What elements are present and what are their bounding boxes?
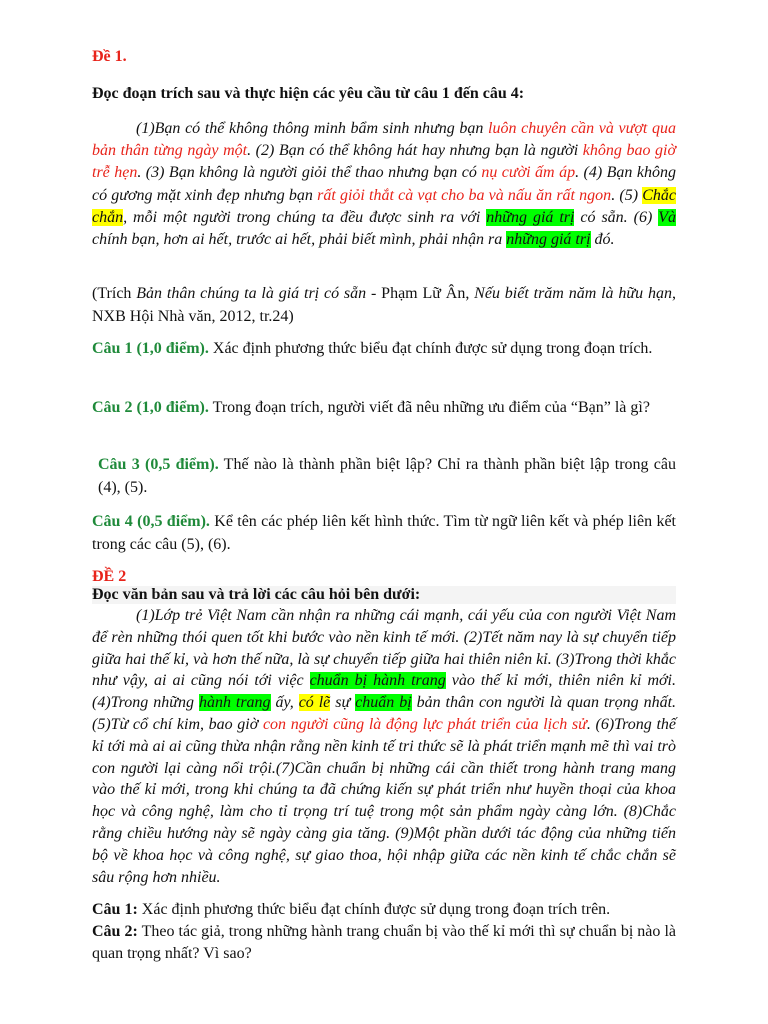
de1-question-1	[92, 337, 676, 360]
highlight-yellow: Chắc chắn	[92, 186, 677, 226]
passage-text: (1)Bạn có thể không thông minh bẩm sinh nhưng bạn	[136, 120, 489, 137]
highlight-green: những giá trị	[506, 231, 591, 249]
passage-red-text: con người cũng là động lực phát triển của lịch sử	[262, 715, 587, 733]
passage-text: . (2) Bạn có thể không hát hay nhưng bạn là người	[247, 142, 583, 160]
question-text: Kể tên các phép liên kết hình thức. Tìm từ ngữ liên kết và phép liên kết trong các câu (5), (6).	[92, 513, 676, 553]
source-text: - Phạm Lữ Ân,	[366, 285, 475, 302]
passage-text: . (6)Trong thế kỉ tới mà ai ai cũng thừa nhận rằng nền kinh tế tri thức sẽ là phát triển mạnh mẽ thì vai trò con người lại càng nổi trội.(7)Cần chuẩn bị những cái cần thiết trong hành trang mang vào thế kỉ mới, trong khi chúng ta đã chứng kiến sự phát triển như huyền thoại của khoa học và công nghệ, làm cho tỉ trọng trí tuệ trong một sản phẩm ngày càng lớn. (8)Chắc rằng chiều hướng này sẽ ngày càng gia tăng. (9)Một phần dưới tác động của những tiến bộ về khoa học và công nghệ, sự giao thoa, hội nhập giữa các nền kinh tế chắc chắn sẽ sâu rộng hơn nhiều.	[92, 715, 677, 886]
question-text: Trong đoạn trích, người viết đã nêu những ưu điểm của “Bạn” là gì?	[208, 399, 650, 416]
source-book-title: Bản thân chúng ta là giá trị có sẵn	[136, 285, 367, 302]
passage-text: . (5)	[611, 186, 643, 204]
highlight-green: Và	[658, 208, 677, 226]
passage-text: , mỗi một người trong chúng ta đều được sinh ra với	[123, 208, 487, 226]
passage-text: chính bạn, hơn ai hết, trước ai hết, phải biết mình, phải nhận ra	[92, 231, 507, 249]
source-book-title: Nếu biết trăm năm là hữu hạn	[474, 285, 672, 302]
de1-instruction: Đọc đoạn trích sau và thực hiện các yêu cầu từ câu 1 đến câu 4:	[92, 85, 525, 102]
highlight-yellow: có lẽ	[298, 694, 331, 712]
source-text: , NXB Hội Nhà văn, 2012, tr.24)	[92, 285, 676, 325]
passage-red-text: không bao giờ trễ hẹn	[92, 142, 677, 182]
de1-passage	[92, 118, 676, 251]
passage-text: có sẵn. (6)	[574, 208, 659, 226]
passage-text: bản thân con người là quan trọng nhất. (5)Từ cổ chí kim, bao giờ	[92, 694, 677, 733]
source-text: (Trích	[92, 285, 137, 302]
de1-title: Đề 1.	[92, 48, 127, 65]
question-label: Câu 4 (0,5 điểm).	[92, 513, 210, 530]
question-label: Câu 3 (0,5 điểm).	[98, 456, 219, 473]
question-label: Câu 1:	[92, 901, 138, 918]
passage-text: ấy,	[270, 694, 299, 712]
de1-question-4	[92, 510, 676, 556]
de2-question-2	[92, 921, 676, 965]
passage-red-text: luôn chuyên cần và vượt qua bản thân từng ngày một	[92, 120, 677, 160]
passage-text: sự	[330, 694, 356, 712]
passage-text: . (3) Bạn không là người giỏi thể thao nhưng bạn có	[137, 164, 482, 182]
de1-source	[92, 283, 676, 328]
de2-instruction: Đọc văn bản sau và trả lời các câu hỏi bên dưới:	[92, 586, 676, 604]
passage-text: . (4) Bạn không có gương mặt xinh đẹp nhưng bạn	[92, 164, 677, 204]
question-label: Câu 2:	[92, 923, 138, 940]
highlight-green: những giá trị	[486, 208, 575, 226]
passage-text: đó.	[590, 231, 615, 249]
de2-passage	[92, 605, 676, 888]
highlight-green: chuẩn bị hành trang	[309, 672, 446, 690]
de2-title: ĐỀ 2	[92, 568, 127, 585]
question-text: Xác định phương thức biểu đạt chính được sử dụng trong đoạn trích trên.	[137, 901, 611, 918]
de2-question-1	[92, 899, 676, 921]
question-label: Câu 1 (1,0 điểm).	[92, 340, 209, 357]
passage-red-text: rất giỏi thắt cà vạt cho ba và nấu ăn rất ngon	[317, 186, 612, 204]
highlight-green: chuẩn bị	[355, 694, 412, 712]
question-label: Câu 2 (1,0 điểm).	[92, 399, 209, 416]
passage-red-text: nụ cười ấm áp	[481, 164, 576, 182]
highlight-green: hành trang	[198, 694, 271, 712]
de1-question-2	[92, 396, 676, 419]
passage-text: (1)Lớp trẻ Việt Nam cần nhận ra những cái mạnh, cái yếu của con người Việt Nam để rèn những thói quen tốt khi bước vào nền kinh tế mới. (2)Tết năm nay là sự chuyển tiếp giữa hai thế kỉ, và hơn thế nữa, là sự chuyển tiếp giữa hai thiên niên kỉ. (3)Trong thời khắc như vậy, ai ai cũng nói tới việc	[92, 607, 676, 690]
passage-text: vào thế kỉ mới, thiên niên kỉ mới. (4)Trong những	[92, 672, 677, 712]
question-text: Thế nào là thành phần biệt lập? Chỉ ra thành phần biệt lập trong câu (4), (5).	[98, 456, 676, 496]
question-text: Theo tác giả, trong những hành trang chuẩn bị vào thế kỉ mới thì sự chuẩn bị nào là quan trọng nhất? Vì sao?	[92, 923, 676, 962]
de1-question-3	[92, 453, 676, 499]
question-text: Xác định phương thức biểu đạt chính được sử dụng trong đoạn trích.	[208, 340, 653, 357]
